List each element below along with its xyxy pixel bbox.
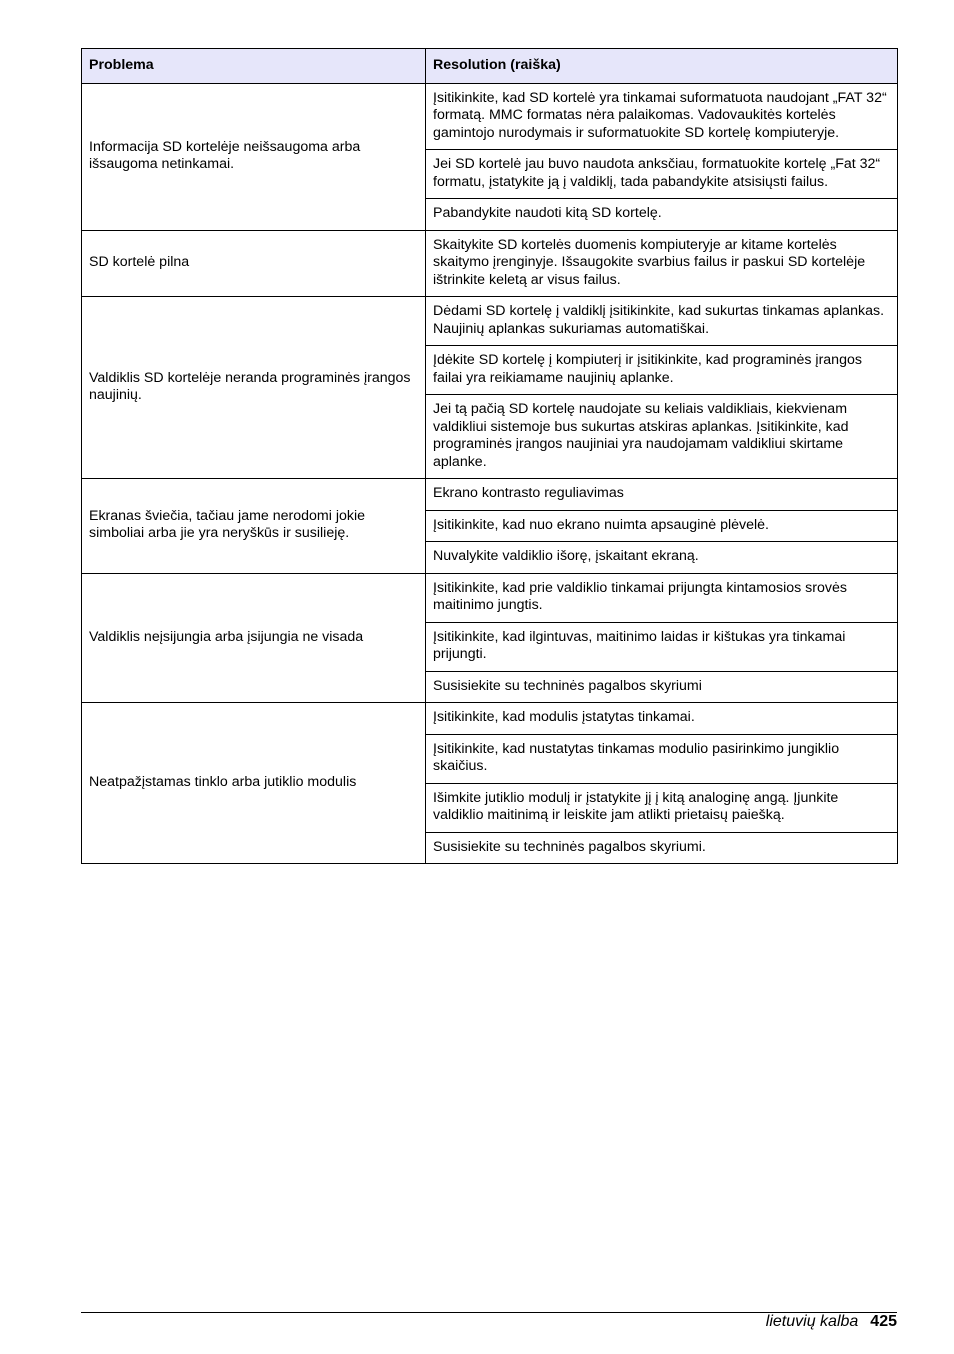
header-problem: Problema xyxy=(82,49,426,84)
resolution-cell: Įdėkite SD kortelę į kompiuterį ir įsitikinkite, kad programinės įrangos failai yra reikiamame naujinių aplanke. xyxy=(426,346,898,395)
table-row xyxy=(82,297,898,346)
resolution-cell: Nuvalykite valdiklio išorę, įskaitant ekraną. xyxy=(426,542,898,574)
page-number: 425 xyxy=(870,1313,897,1330)
resolution-cell: Įsitikinkite, kad modulis įstatytas tinkamai. xyxy=(426,703,898,735)
footer-language: lietuvių kalba xyxy=(765,1313,859,1330)
resolution-cell: Susisiekite su techninės pagalbos skyriumi. xyxy=(426,832,898,864)
resolution-cell: Įsitikinkite, kad ilgintuvas, maitinimo laidas ir kištukas yra tinkamai prijungti. xyxy=(426,622,898,671)
resolution-cell: Jei SD kortelė jau buvo naudota anksčiau, formatuokite kortelę „Fat 32“ formatu, įstatykite ją į valdiklį, tada pabandykite atsisiųsti failus. xyxy=(426,150,898,199)
table-row xyxy=(82,230,898,297)
resolution-cell: Įsitikinkite, kad nustatytas tinkamas modulio pasirinkimo jungiklio skaičius. xyxy=(426,734,898,783)
problem-cell: Ekranas šviečia, tačiau jame nerodomi jokie simboliai arba jie yra neryškūs ir susilieję. xyxy=(82,479,426,574)
problem-cell: Neatpažįstamas tinklo arba jutiklio modulis xyxy=(82,703,426,864)
resolution-cell: Skaitykite SD kortelės duomenis kompiuteryje ar kitame kortelės skaitymo įrenginyje. Išsaugokite svarbius failus ir paskui SD kortelėje ištrinkite keletą ar visus failus. xyxy=(426,230,898,297)
table-header-row xyxy=(82,49,898,84)
table-row xyxy=(82,703,898,735)
resolution-cell: Įsitikinkite, kad SD kortelė yra tinkamai suformatuota naudojant „FAT 32“ formatą. MMC formatas nėra palaikomas. Vadovaukitės kortelės gamintojo nurodymais ir suformatuokite SD kortelę kompiuteryje. xyxy=(426,83,898,150)
problem-cell: SD kortelė pilna xyxy=(82,230,426,297)
header-resolution: Resolution (raiška) xyxy=(426,49,898,84)
resolution-cell: Ekrano kontrasto reguliavimas xyxy=(426,479,898,511)
resolution-cell: Jei tą pačią SD kortelę naudojate su keliais valdikliais, kiekvienam valdikliui sistemoje bus sukurtas atskiras aplankas. Įsitikinkite, kad programinės įrangos naujiniai yra naudojamam valdikliui skirtame aplanke. xyxy=(426,395,898,479)
resolution-cell: Išimkite jutiklio modulį ir įstatykite jį į kitą analoginę angą. Įjunkite valdiklio maitinimą ir leiskite jam atlikti prietaisų paiešką. xyxy=(426,783,898,832)
problem-cell: Informacija SD kortelėje neišsaugoma arba išsaugoma netinkamai. xyxy=(82,83,426,230)
troubleshooting-table xyxy=(81,48,898,864)
resolution-cell: Dėdami SD kortelę į valdiklį įsitikinkite, kad sukurtas tinkamas aplankas. Naujinių aplankas sukuriamas automatiškai. xyxy=(426,297,898,346)
problem-cell: Valdiklis neįsijungia arba įsijungia ne visada xyxy=(82,573,426,703)
resolution-cell: Susisiekite su techninės pagalbos skyriumi xyxy=(426,671,898,703)
table-row xyxy=(82,479,898,511)
resolution-cell: Įsitikinkite, kad nuo ekrano nuimta apsauginė plėvelė. xyxy=(426,510,898,542)
resolution-cell: Pabandykite naudoti kitą SD kortelę. xyxy=(426,199,898,231)
resolution-cell: Įsitikinkite, kad prie valdiklio tinkamai prijungta kintamosios srovės maitinimo jungtis. xyxy=(426,573,898,622)
table-row xyxy=(82,83,898,150)
table-row xyxy=(82,573,898,622)
problem-cell: Valdiklis SD kortelėje neranda programinės įrangos naujinių. xyxy=(82,297,426,479)
page-footer xyxy=(766,1312,897,1332)
